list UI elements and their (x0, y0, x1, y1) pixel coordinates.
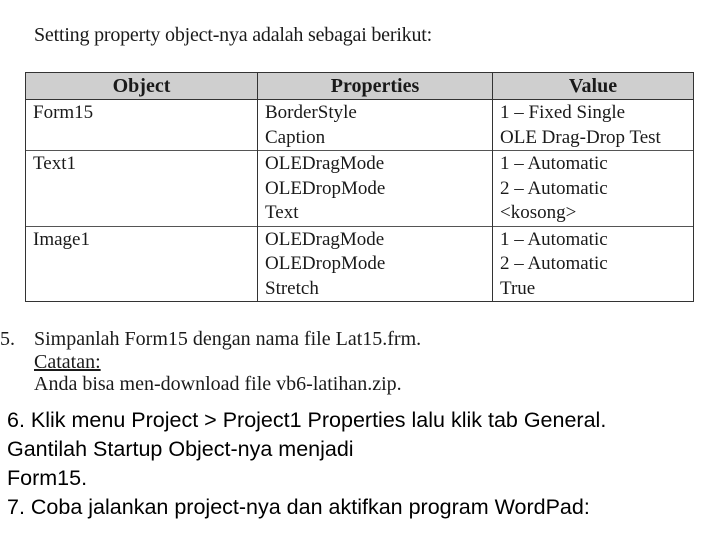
table-header-row (26, 73, 694, 100)
header-properties: Properties (258, 73, 493, 100)
object-cell (26, 100, 258, 151)
value-cell (493, 100, 694, 151)
object-name: Form15 (33, 102, 94, 123)
properties-cell (258, 226, 493, 302)
slide-caption (7, 406, 707, 522)
property-value: 2 – Automatic (500, 253, 608, 274)
step-5-number: 5. (0, 328, 15, 350)
property-name: OLEDropMode (265, 253, 386, 274)
property-name: OLEDropMode (265, 177, 386, 199)
property-name: Stretch (265, 277, 319, 299)
property-value: 1 – Fixed Single (500, 102, 626, 123)
table-row (26, 151, 694, 227)
caption-line: Form15. (7, 466, 88, 490)
intro-text: Setting property object-nya adalah sebagai berikut: (34, 24, 432, 46)
value-cell (493, 151, 694, 227)
properties-cell (258, 151, 493, 227)
property-value: 1 – Automatic (500, 228, 608, 250)
table-row (26, 226, 694, 302)
object-cell (26, 226, 258, 302)
header-value: Value (493, 73, 694, 100)
caption-line: 6. Klik menu Project > Project1 Properties lalu klik tab General. (7, 408, 607, 432)
header-object: Object (26, 73, 258, 100)
note-text: Anda bisa men-download file vb6-latihan.zip. (34, 373, 402, 395)
property-name: Caption (265, 126, 326, 148)
property-value: 1 – Automatic (500, 153, 608, 174)
object-name: Text1 (33, 153, 76, 174)
property-value: True (500, 277, 536, 299)
properties-cell (258, 100, 493, 151)
property-value: <kosong> (500, 202, 577, 223)
step-5-block (34, 328, 421, 396)
object-cell (26, 151, 258, 227)
property-value: 2 – Automatic (500, 177, 608, 199)
table-row (26, 100, 694, 151)
property-name: Text (265, 202, 299, 223)
property-name: OLEDragMode (265, 153, 385, 174)
caption-line: 7. Coba jalankan project-nya dan aktifkan program WordPad: (7, 495, 590, 519)
property-table (25, 72, 694, 302)
property-value: OLE Drag-Drop Test (500, 126, 661, 148)
step-5-text: Simpanlah Form15 dengan nama file Lat15.frm. (34, 328, 422, 350)
value-cell (493, 226, 694, 302)
caption-line: Gantilah Startup Object-nya menjadi (7, 437, 354, 461)
property-name: BorderStyle (265, 102, 357, 123)
property-name: OLEDragMode (265, 228, 385, 250)
object-name: Image1 (33, 228, 90, 250)
note-label: Catatan: (34, 350, 101, 373)
